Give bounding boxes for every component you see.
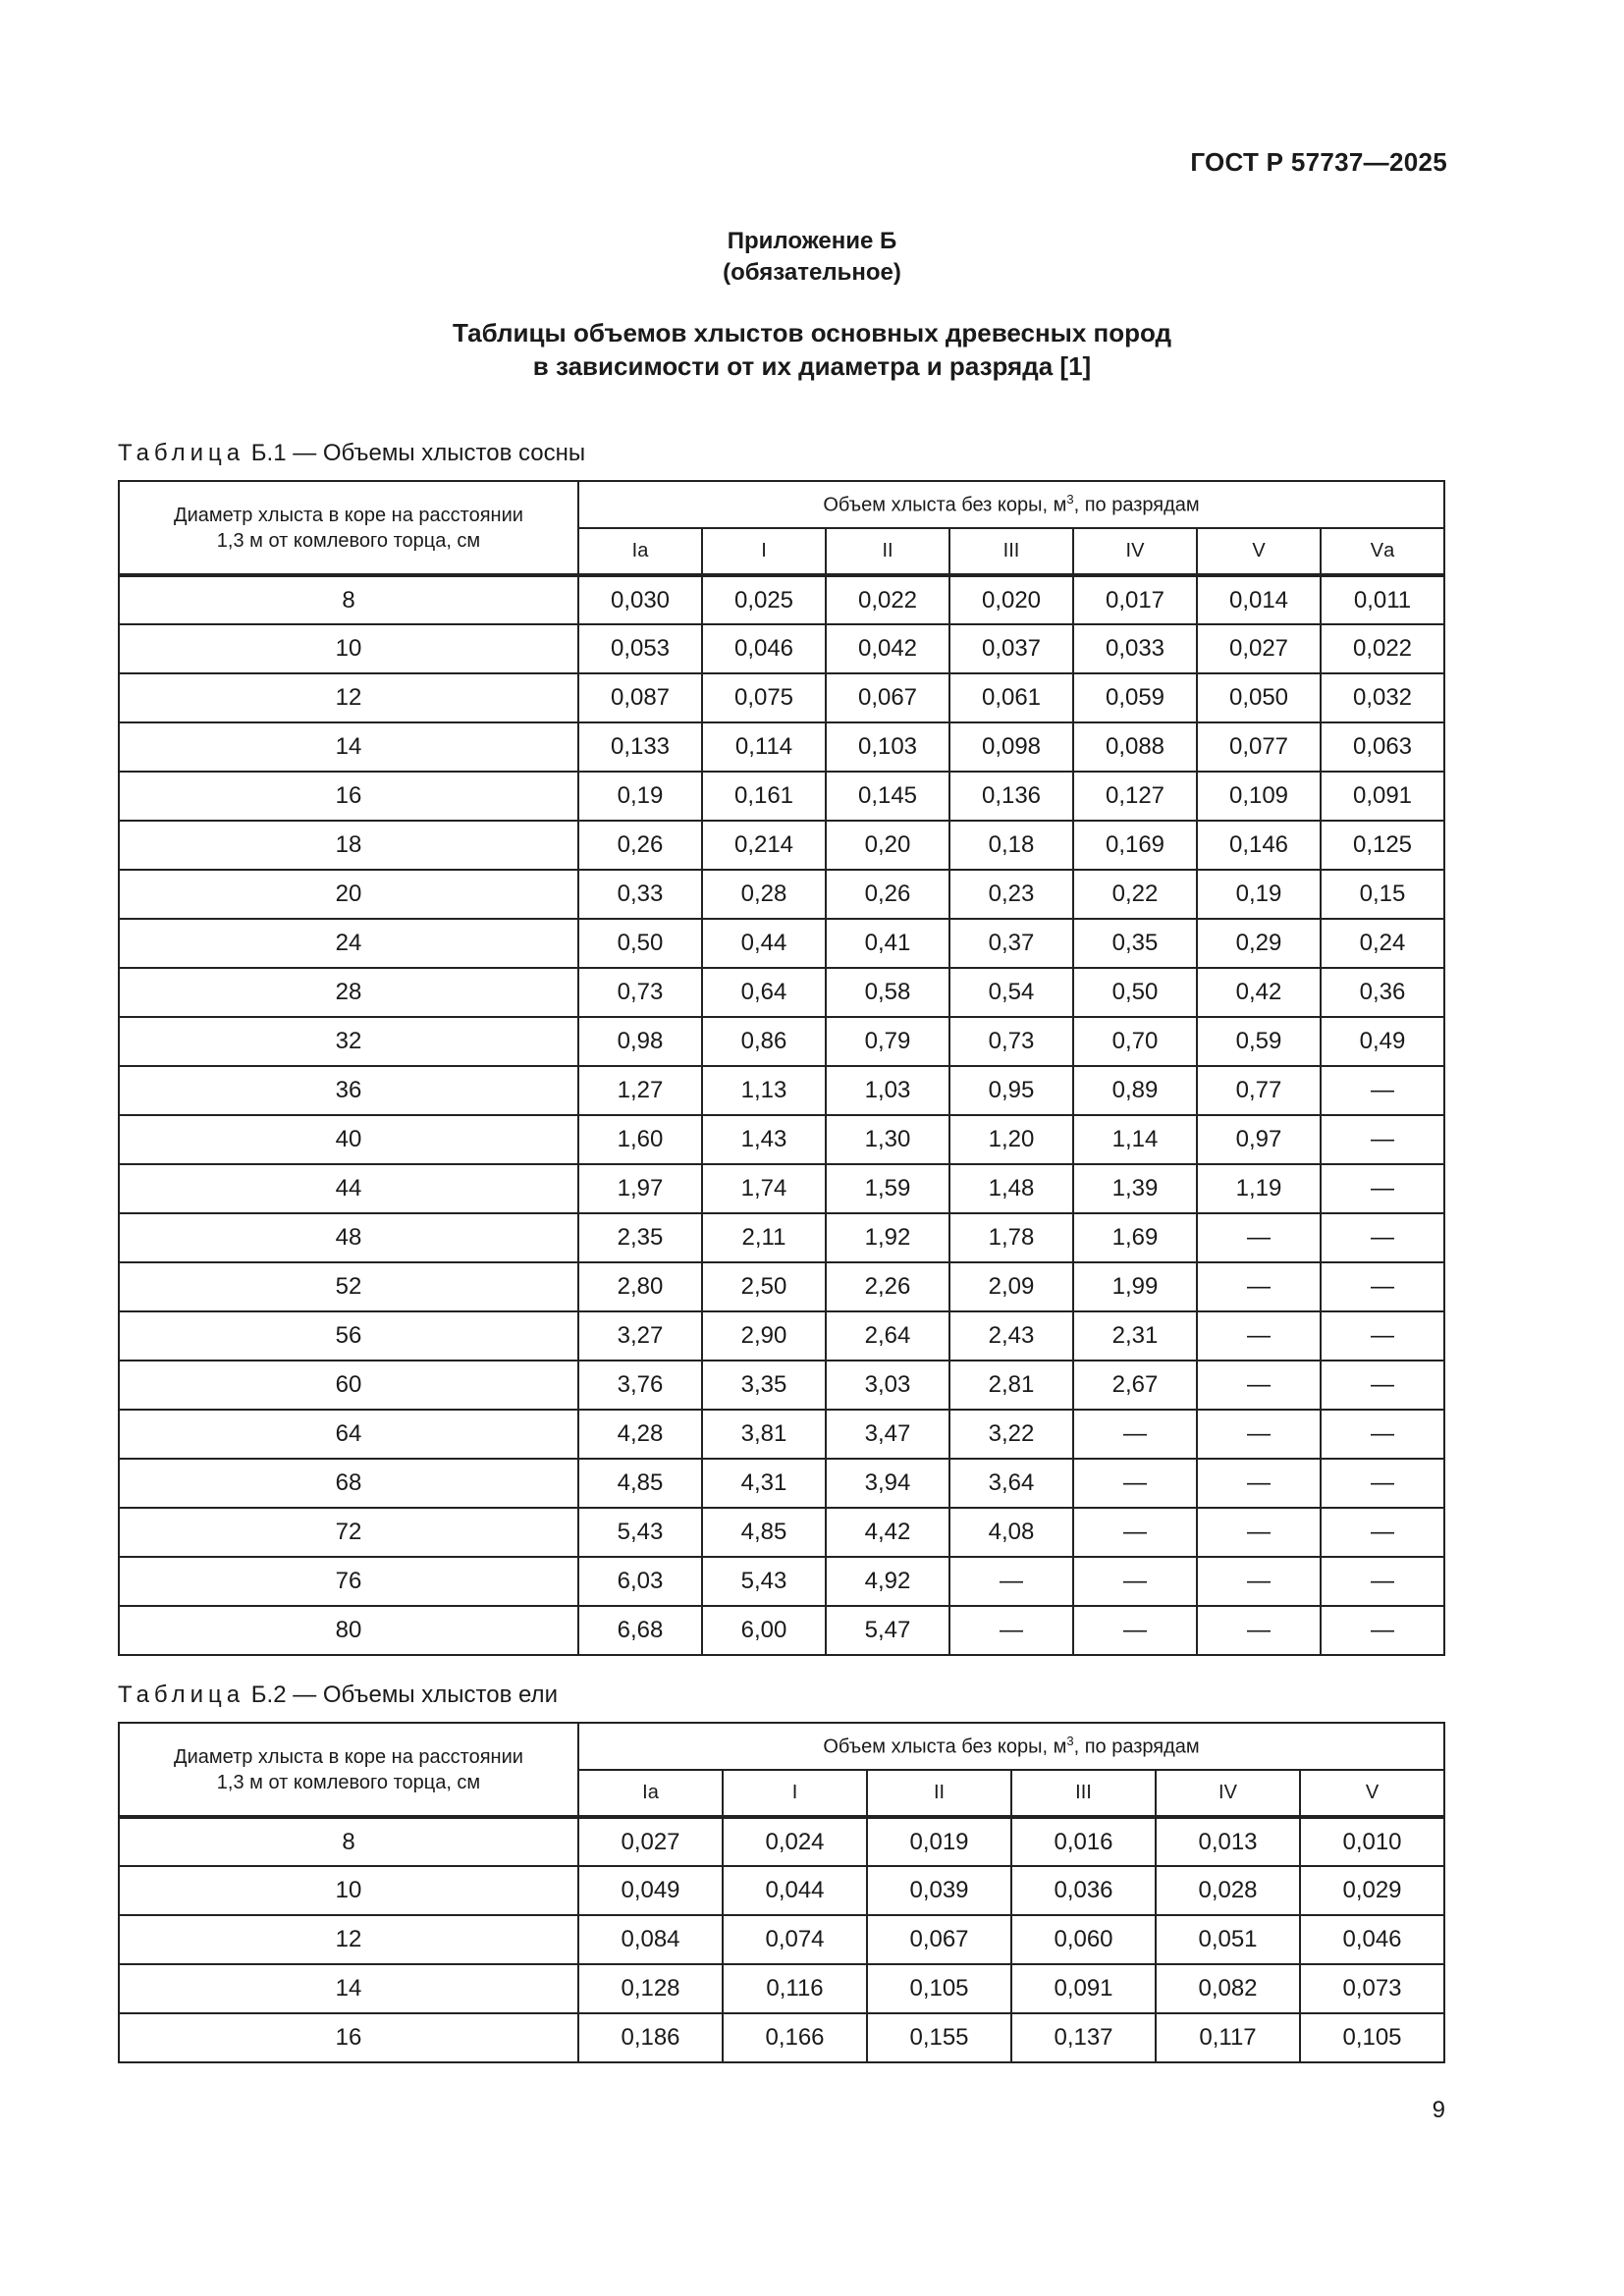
volume-cell: 5,43 xyxy=(702,1557,826,1606)
volume-cell: 0,70 xyxy=(1073,1017,1197,1066)
volume-cell: — xyxy=(1073,1459,1197,1508)
diameter-cell: 16 xyxy=(119,772,578,821)
document-code: ГОСТ Р 57737—2025 xyxy=(1190,147,1447,177)
volume-cell: 0,79 xyxy=(826,1017,949,1066)
volume-cell: 2,35 xyxy=(578,1213,702,1262)
volume-cell: 0,44 xyxy=(702,919,826,968)
volume-cell: 0,54 xyxy=(949,968,1073,1017)
diameter-cell: 10 xyxy=(119,624,578,673)
volume-cell: 0,24 xyxy=(1321,919,1444,968)
volume-cell: 0,027 xyxy=(1197,624,1321,673)
diameter-cell: 68 xyxy=(119,1459,578,1508)
diameter-cell: 80 xyxy=(119,1606,578,1655)
volume-cell: — xyxy=(1197,1508,1321,1557)
volume-cell: 0,166 xyxy=(723,2013,867,2062)
diameter-cell: 76 xyxy=(119,1557,578,1606)
diameter-column-header xyxy=(119,1723,578,1817)
grade-header: Iа xyxy=(578,1770,723,1817)
volume-cell: 0,186 xyxy=(578,2013,723,2062)
volume-cell: 0,011 xyxy=(1321,575,1444,624)
volume-cell: 2,26 xyxy=(826,1262,949,1311)
volume-cell: 3,64 xyxy=(949,1459,1073,1508)
diameter-cell: 18 xyxy=(119,821,578,870)
diameter-cell: 12 xyxy=(119,673,578,722)
diameter-cell: 16 xyxy=(119,2013,578,2062)
volume-cell: 0,084 xyxy=(578,1915,723,1964)
diameter-cell: 60 xyxy=(119,1361,578,1410)
volume-cell: 0,088 xyxy=(1073,722,1197,772)
volume-cell: 0,051 xyxy=(1156,1915,1300,1964)
volume-cell: — xyxy=(1197,1459,1321,1508)
volume-cell: 1,43 xyxy=(702,1115,826,1164)
volume-cell: 0,146 xyxy=(1197,821,1321,870)
volume-cell: 0,145 xyxy=(826,772,949,821)
volume-cell: 4,31 xyxy=(702,1459,826,1508)
volume-cell: 0,020 xyxy=(949,575,1073,624)
volume-cell: 3,76 xyxy=(578,1361,702,1410)
volume-cell: 0,95 xyxy=(949,1066,1073,1115)
diameter-header-line1: Диаметр хлыста в коре на расстоянии xyxy=(174,1745,523,1768)
volume-cell: 0,26 xyxy=(826,870,949,919)
grade-header: II xyxy=(826,528,949,575)
volume-cell: 3,94 xyxy=(826,1459,949,1508)
table2-caption xyxy=(118,1681,558,1710)
volume-cell: 0,032 xyxy=(1321,673,1444,722)
volume-cell: 1,69 xyxy=(1073,1213,1197,1262)
volume-cell: 0,116 xyxy=(723,1964,867,2013)
volume-cell: — xyxy=(1197,1606,1321,1655)
volume-cell: 0,97 xyxy=(1197,1115,1321,1164)
table-row xyxy=(119,1017,1444,1066)
volume-cell: 0,022 xyxy=(826,575,949,624)
diameter-cell: 28 xyxy=(119,968,578,1017)
volume-cell: 3,81 xyxy=(702,1410,826,1459)
grade-header: Iа xyxy=(578,528,702,575)
table-row xyxy=(119,722,1444,772)
volume-cell: 0,037 xyxy=(949,624,1073,673)
volume-cell: 0,127 xyxy=(1073,772,1197,821)
volume-cell: 4,92 xyxy=(826,1557,949,1606)
volume-cell: 6,68 xyxy=(578,1606,702,1655)
volume-cell: 0,042 xyxy=(826,624,949,673)
volume-cell: 1,74 xyxy=(702,1164,826,1213)
table-row xyxy=(119,821,1444,870)
volume-cell: 0,35 xyxy=(1073,919,1197,968)
volume-cell: 0,025 xyxy=(702,575,826,624)
volume-cell: 6,00 xyxy=(702,1606,826,1655)
table-row xyxy=(119,772,1444,821)
volume-cell: 0,18 xyxy=(949,821,1073,870)
volume-cell: — xyxy=(1321,1508,1444,1557)
volume-cell: 0,061 xyxy=(949,673,1073,722)
volume-cell: 1,27 xyxy=(578,1066,702,1115)
volume-cell: 2,90 xyxy=(702,1311,826,1361)
grade-header: Vа xyxy=(1321,528,1444,575)
table1-caption-text: Б.1 — Объемы хлыстов сосны xyxy=(250,440,586,466)
volume-cell: 0,128 xyxy=(578,1964,723,2013)
volume-cell: 0,091 xyxy=(1011,1964,1156,2013)
volume-cell: — xyxy=(1321,1115,1444,1164)
volume-cell: 1,14 xyxy=(1073,1115,1197,1164)
grade-header: IV xyxy=(1156,1770,1300,1817)
volume-cell: 2,80 xyxy=(578,1262,702,1311)
volume-cell: 0,024 xyxy=(723,1817,867,1866)
volume-cell: 3,22 xyxy=(949,1410,1073,1459)
volume-cell: 2,43 xyxy=(949,1311,1073,1361)
appendix-status: (обязательное) xyxy=(723,259,901,286)
grade-header: IV xyxy=(1073,528,1197,575)
volume-cell: 0,028 xyxy=(1156,1866,1300,1915)
volume-cell: 1,78 xyxy=(949,1213,1073,1262)
volume-cell: 6,03 xyxy=(578,1557,702,1606)
volume-cell: — xyxy=(1197,1410,1321,1459)
diameter-cell: 52 xyxy=(119,1262,578,1311)
volume-cell: 0,64 xyxy=(702,968,826,1017)
volume-cell: — xyxy=(1321,1311,1444,1361)
table-row xyxy=(119,1311,1444,1361)
table-row xyxy=(119,1606,1444,1655)
volume-cell: — xyxy=(1073,1557,1197,1606)
diameter-header-line1: Диаметр хлыста в коре на расстоянии xyxy=(174,504,523,526)
volume-cell: 0,019 xyxy=(867,1817,1011,1866)
volume-group-header: Объем хлыста без коры, $м^3$, по разрядам xyxy=(578,1723,1444,1770)
volume-cell: — xyxy=(1321,1262,1444,1311)
appendix-label: Приложение Б xyxy=(727,228,897,254)
volume-cell: 0,137 xyxy=(1011,2013,1156,2062)
volume-cell: — xyxy=(1321,1410,1444,1459)
volume-group-header: Объем хлыста без коры, $м^3$, по разрядам xyxy=(578,481,1444,528)
diameter-cell: 24 xyxy=(119,919,578,968)
volume-cell: 1,97 xyxy=(578,1164,702,1213)
table-row xyxy=(119,575,1444,624)
table-row xyxy=(119,919,1444,968)
volume-cell: 0,036 xyxy=(1011,1866,1156,1915)
volume-cell: — xyxy=(1197,1557,1321,1606)
table2-caption-word: Таблица xyxy=(118,1682,245,1708)
section-title-line1: Таблицы объемов хлыстов основных древесных пород xyxy=(452,318,1172,347)
volume-cell: — xyxy=(1197,1311,1321,1361)
volume-cell: 2,31 xyxy=(1073,1311,1197,1361)
volume-cell: 0,155 xyxy=(867,2013,1011,2062)
volume-cell: — xyxy=(1197,1262,1321,1311)
volume-cell: 0,98 xyxy=(578,1017,702,1066)
volume-cell: 0,19 xyxy=(1197,870,1321,919)
volume-cell: — xyxy=(1073,1508,1197,1557)
volume-cell: 4,85 xyxy=(578,1459,702,1508)
volume-cell: 0,044 xyxy=(723,1866,867,1915)
grade-header: V xyxy=(1197,528,1321,575)
volume-cell: 4,08 xyxy=(949,1508,1073,1557)
spruce-volume-table xyxy=(118,1722,1445,2063)
volume-cell: 0,017 xyxy=(1073,575,1197,624)
volume-cell: 0,105 xyxy=(867,1964,1011,2013)
volume-cell: — xyxy=(1321,1606,1444,1655)
volume-cell: 0,033 xyxy=(1073,624,1197,673)
diameter-cell: 72 xyxy=(119,1508,578,1557)
volume-cell: 2,64 xyxy=(826,1311,949,1361)
volume-cell: 0,027 xyxy=(578,1817,723,1866)
table-row xyxy=(119,2013,1444,2062)
volume-cell: — xyxy=(1321,1557,1444,1606)
volume-cell: 3,47 xyxy=(826,1410,949,1459)
diameter-cell: 8 xyxy=(119,575,578,624)
volume-cell: 2,67 xyxy=(1073,1361,1197,1410)
grade-header: I xyxy=(702,528,826,575)
volume-cell: 0,50 xyxy=(578,919,702,968)
volume-cell: 0,59 xyxy=(1197,1017,1321,1066)
volume-cell: 0,133 xyxy=(578,722,702,772)
diameter-cell: 14 xyxy=(119,722,578,772)
diameter-column-header xyxy=(119,481,578,575)
volume-cell: 0,114 xyxy=(702,722,826,772)
table-row xyxy=(119,1915,1444,1964)
volume-cell: 0,73 xyxy=(949,1017,1073,1066)
volume-cell: 0,014 xyxy=(1197,575,1321,624)
volume-cell: 0,50 xyxy=(1073,968,1197,1017)
table-row xyxy=(119,1213,1444,1262)
table-row xyxy=(119,1410,1444,1459)
volume-cell: 0,136 xyxy=(949,772,1073,821)
volume-cell: 1,19 xyxy=(1197,1164,1321,1213)
diameter-cell: 12 xyxy=(119,1915,578,1964)
volume-cell: 0,077 xyxy=(1197,722,1321,772)
table2-caption-text: Б.2 — Объемы хлыстов ели xyxy=(250,1682,558,1708)
volume-cell: 1,99 xyxy=(1073,1262,1197,1311)
diameter-cell: 40 xyxy=(119,1115,578,1164)
table-row xyxy=(119,1557,1444,1606)
volume-cell: 0,103 xyxy=(826,722,949,772)
diameter-cell: 32 xyxy=(119,1017,578,1066)
volume-cell: 0,214 xyxy=(702,821,826,870)
volume-cell: 0,053 xyxy=(578,624,702,673)
volume-cell: 1,20 xyxy=(949,1115,1073,1164)
volume-cell: 0,20 xyxy=(826,821,949,870)
volume-cell: 5,47 xyxy=(826,1606,949,1655)
diameter-cell: 56 xyxy=(119,1311,578,1361)
diameter-cell: 48 xyxy=(119,1213,578,1262)
volume-cell: 0,105 xyxy=(1300,2013,1444,2062)
volume-cell: 0,013 xyxy=(1156,1817,1300,1866)
volume-cell: 1,92 xyxy=(826,1213,949,1262)
section-title-line2: в зависимости от их диаметра и разряда [1] xyxy=(532,351,1092,381)
volume-cell: 0,091 xyxy=(1321,772,1444,821)
grade-header: I xyxy=(723,1770,867,1817)
volume-cell: 4,42 xyxy=(826,1508,949,1557)
volume-cell: — xyxy=(1321,1164,1444,1213)
volume-cell: 0,161 xyxy=(702,772,826,821)
volume-cell: 4,85 xyxy=(702,1508,826,1557)
volume-cell: — xyxy=(949,1606,1073,1655)
table-row xyxy=(119,1115,1444,1164)
volume-cell: 0,087 xyxy=(578,673,702,722)
volume-cell: 2,09 xyxy=(949,1262,1073,1311)
volume-cell: — xyxy=(1073,1606,1197,1655)
volume-cell: 1,39 xyxy=(1073,1164,1197,1213)
volume-cell: 0,86 xyxy=(702,1017,826,1066)
volume-cell: — xyxy=(1073,1410,1197,1459)
volume-cell: 0,22 xyxy=(1073,870,1197,919)
volume-cell: — xyxy=(1197,1213,1321,1262)
volume-cell: 0,060 xyxy=(1011,1915,1156,1964)
diameter-cell: 14 xyxy=(119,1964,578,2013)
diameter-cell: 8 xyxy=(119,1817,578,1866)
table-row xyxy=(119,1964,1444,2013)
appendix-heading xyxy=(0,226,1624,289)
volume-cell: 4,28 xyxy=(578,1410,702,1459)
grade-header: II xyxy=(867,1770,1011,1817)
table-row xyxy=(119,1262,1444,1311)
volume-cell: 0,074 xyxy=(723,1915,867,1964)
volume-cell: 0,073 xyxy=(1300,1964,1444,2013)
section-title xyxy=(0,316,1624,383)
volume-cell: 0,89 xyxy=(1073,1066,1197,1115)
page-number: 9 xyxy=(1432,2097,1445,2123)
volume-cell: 3,27 xyxy=(578,1311,702,1361)
volume-cell: 3,35 xyxy=(702,1361,826,1410)
volume-cell: 1,59 xyxy=(826,1164,949,1213)
volume-cell: 0,082 xyxy=(1156,1964,1300,2013)
volume-cell: 0,046 xyxy=(1300,1915,1444,1964)
volume-cell: 0,109 xyxy=(1197,772,1321,821)
table-row xyxy=(119,1066,1444,1115)
volume-cell: 0,169 xyxy=(1073,821,1197,870)
diameter-header-line2: 1,3 м от комлевого торца, см xyxy=(216,1771,481,1793)
volume-cell: 0,26 xyxy=(578,821,702,870)
table-row xyxy=(119,1866,1444,1915)
volume-cell: 0,41 xyxy=(826,919,949,968)
diameter-cell: 20 xyxy=(119,870,578,919)
table-row xyxy=(119,624,1444,673)
volume-cell: 0,075 xyxy=(702,673,826,722)
volume-cell: 0,117 xyxy=(1156,2013,1300,2062)
volume-cell: 5,43 xyxy=(578,1508,702,1557)
volume-cell: 0,77 xyxy=(1197,1066,1321,1115)
volume-cell: 1,48 xyxy=(949,1164,1073,1213)
volume-cell: 1,13 xyxy=(702,1066,826,1115)
diameter-cell: 44 xyxy=(119,1164,578,1213)
volume-cell: 0,049 xyxy=(578,1866,723,1915)
volume-cell: 1,60 xyxy=(578,1115,702,1164)
table-row xyxy=(119,1817,1444,1866)
volume-cell: 0,059 xyxy=(1073,673,1197,722)
volume-cell: 0,010 xyxy=(1300,1817,1444,1866)
volume-cell: 0,046 xyxy=(702,624,826,673)
grade-header: III xyxy=(1011,1770,1156,1817)
volume-cell: 0,029 xyxy=(1300,1866,1444,1915)
table-row xyxy=(119,1164,1444,1213)
volume-cell: — xyxy=(1321,1459,1444,1508)
grade-header: V xyxy=(1300,1770,1444,1817)
volume-cell: 0,15 xyxy=(1321,870,1444,919)
volume-cell: 0,58 xyxy=(826,968,949,1017)
volume-cell: — xyxy=(949,1557,1073,1606)
table-row xyxy=(119,1459,1444,1508)
volume-cell: 0,19 xyxy=(578,772,702,821)
volume-cell: 0,098 xyxy=(949,722,1073,772)
volume-cell: 0,067 xyxy=(867,1915,1011,1964)
volume-cell: 0,29 xyxy=(1197,919,1321,968)
volume-cell: 0,23 xyxy=(949,870,1073,919)
volume-cell: 0,022 xyxy=(1321,624,1444,673)
volume-cell: — xyxy=(1321,1213,1444,1262)
volume-cell: 0,016 xyxy=(1011,1817,1156,1866)
volume-cell: 1,30 xyxy=(826,1115,949,1164)
table1-caption-word: Таблица xyxy=(118,440,245,466)
volume-cell: 0,28 xyxy=(702,870,826,919)
table1-caption xyxy=(118,439,585,468)
diameter-cell: 64 xyxy=(119,1410,578,1459)
volume-cell: — xyxy=(1197,1361,1321,1410)
volume-cell: 0,37 xyxy=(949,919,1073,968)
volume-cell: 0,125 xyxy=(1321,821,1444,870)
volume-cell: 0,42 xyxy=(1197,968,1321,1017)
pine-volume-table xyxy=(118,480,1445,1656)
volume-cell: 3,03 xyxy=(826,1361,949,1410)
diameter-header-line2: 1,3 м от комлевого торца, см xyxy=(216,529,481,552)
volume-cell: 2,11 xyxy=(702,1213,826,1262)
table-row xyxy=(119,673,1444,722)
volume-cell: 0,063 xyxy=(1321,722,1444,772)
table-row xyxy=(119,1361,1444,1410)
volume-cell: 0,36 xyxy=(1321,968,1444,1017)
table-row xyxy=(119,870,1444,919)
diameter-cell: 36 xyxy=(119,1066,578,1115)
volume-cell: 0,039 xyxy=(867,1866,1011,1915)
grade-header: III xyxy=(949,528,1073,575)
volume-cell: 0,49 xyxy=(1321,1017,1444,1066)
table-row xyxy=(119,968,1444,1017)
volume-cell: 1,03 xyxy=(826,1066,949,1115)
volume-cell: 0,050 xyxy=(1197,673,1321,722)
volume-cell: 2,81 xyxy=(949,1361,1073,1410)
diameter-cell: 10 xyxy=(119,1866,578,1915)
volume-cell: 2,50 xyxy=(702,1262,826,1311)
table-row xyxy=(119,1508,1444,1557)
volume-cell: 0,030 xyxy=(578,575,702,624)
volume-cell: 0,067 xyxy=(826,673,949,722)
volume-cell: — xyxy=(1321,1066,1444,1115)
volume-cell: 0,33 xyxy=(578,870,702,919)
volume-cell: 0,73 xyxy=(578,968,702,1017)
volume-cell: — xyxy=(1321,1361,1444,1410)
